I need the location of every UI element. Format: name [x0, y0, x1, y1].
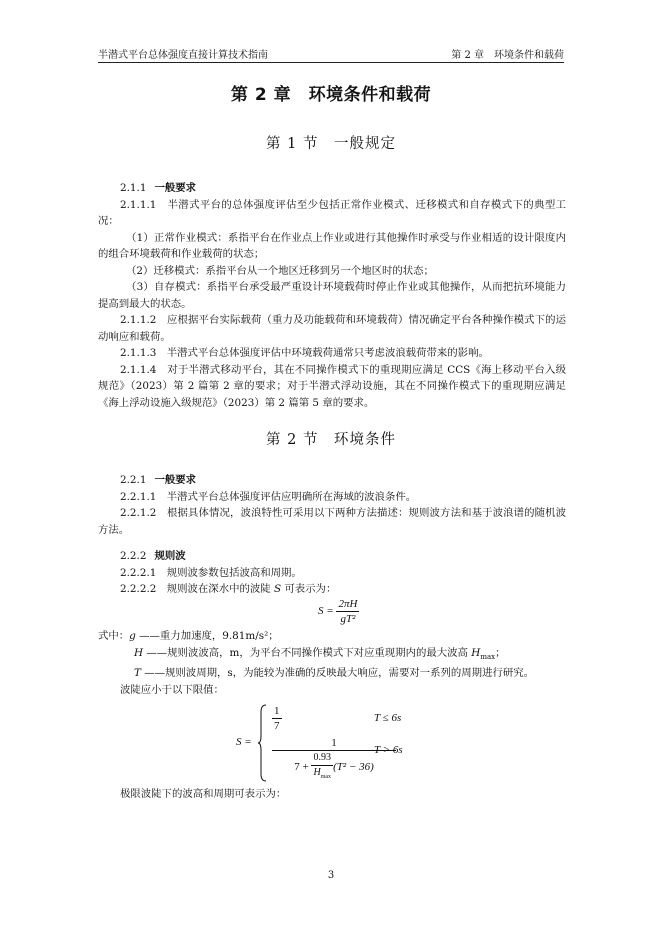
limit-wave-text: 极限波陡下的波高和周期可表示为：: [120, 788, 287, 800]
header-right: 第 2 章 环境条件和载荷: [451, 50, 564, 61]
steepness-limit-formula: S = $\frac{1}{7}$ T ≤ 6s 1 7 + $\frac{0.93}{H_{max}}$ (T² − 36) T > 6s: [236, 705, 403, 780]
heading-2-2-1: 2.2.1 一般要求: [120, 474, 197, 486]
para-2-1-1-3: 2.1.1.3 半潜式平台总体强度评估中环境载荷通常只考虑波浪载荷带来的影响。: [120, 347, 489, 359]
where-T: T ——规则波周期，s，为能较为准确的反映最大响应，需要对一系列的周期进行研究。: [134, 667, 535, 680]
header-left: 半潜式平台总体强度直接计算技术指南: [98, 50, 268, 61]
heading-2-2-2: 2.2.2 规则波: [120, 550, 186, 562]
chapter-title: 第 2 章 环境条件和载荷: [230, 85, 432, 105]
para-2-2-2-2: 2.2.2.2 规则波在深水中的波陡 S 可表示为：: [120, 583, 337, 595]
page-header: [98, 44, 564, 63]
item-normal-mode: （1）正常作业模式：系指平台在作业点上作业或进行其他操作时承受与作业相适的设计限度内的组合环境载荷和作业载荷的状态；: [98, 231, 566, 260]
para-2-2-1-1: 2.2.1.1 半潜式平台总体强度评估应明确所在海域的波浪条件。: [120, 490, 417, 503]
para-2-1-1-1: 2.1.1.1 半潜式平台的总体强度评估至少包括正常作业模式、迁移模式和自存模式下的典型工况：: [98, 198, 566, 227]
para-2-2-2-1: 2.2.2.1 规则波参数包括波高和周期。: [120, 566, 302, 579]
section-2-regular-wave: [98, 548, 566, 598]
para-2-1-1-4: 2.1.1.4 对于半潜式移动平台，其在不同操作模式下的重现期应满足 CCS《海上移动平台入级规范》（2023）第 2 篇第 2 章的要求；对于半潜式浮动设施，其在不同操作模式下的重现期应满足《海上浮动设施入级规范》（2023）第 2 篇第 5 章的要求。: [98, 363, 566, 409]
where-clause: [98, 628, 566, 698]
steepness-limit-text: 波陡应小于以下限值：: [120, 683, 224, 696]
section-2-title: 第 2 节 环境条件: [266, 432, 396, 448]
page-number: 3: [327, 870, 335, 881]
para-2-1-1-2: 2.1.1.2 应根据平台实际载荷（重力及功能载荷和环境载荷）情况确定平台各种操作模式下的运动响应和载荷。: [98, 314, 566, 343]
final-paragraph: [98, 786, 566, 803]
where-H: H ——规则波波高，m，为平台不同操作模式下对应重现期内的最大波高 $H_{max}$；: [134, 646, 506, 661]
section-1-title: 第 1 节 一般规定: [266, 136, 396, 152]
item-transit-mode: （2）迁移模式：系指平台从一个地区迁移到另一个地区时的状态；: [126, 264, 434, 277]
heading-2-1-1: 2.1.1 一般要求: [120, 182, 197, 194]
para-2-2-1-2: 2.2.1.2 根据具体情况，波浪特性可采用以下两种方法描述：规则波方法和基于波浪谱的随机波方法。: [98, 507, 566, 536]
left-brace: [258, 704, 268, 782]
item-survival-mode: （3）自存模式：系指平台承受最严重设计环境载荷时停止作业或其他操作，从而把抗环境能力提高到最大的状态。: [98, 281, 566, 310]
section-1-body: [98, 180, 566, 411]
wave-steepness-formula: S = $\frac{2\pi H}{\text{gT²}}$: [318, 598, 358, 625]
where-g: 式中：g ——重力加速度，9.81m/s²；: [98, 630, 279, 642]
section-2-intro: [98, 472, 566, 538]
